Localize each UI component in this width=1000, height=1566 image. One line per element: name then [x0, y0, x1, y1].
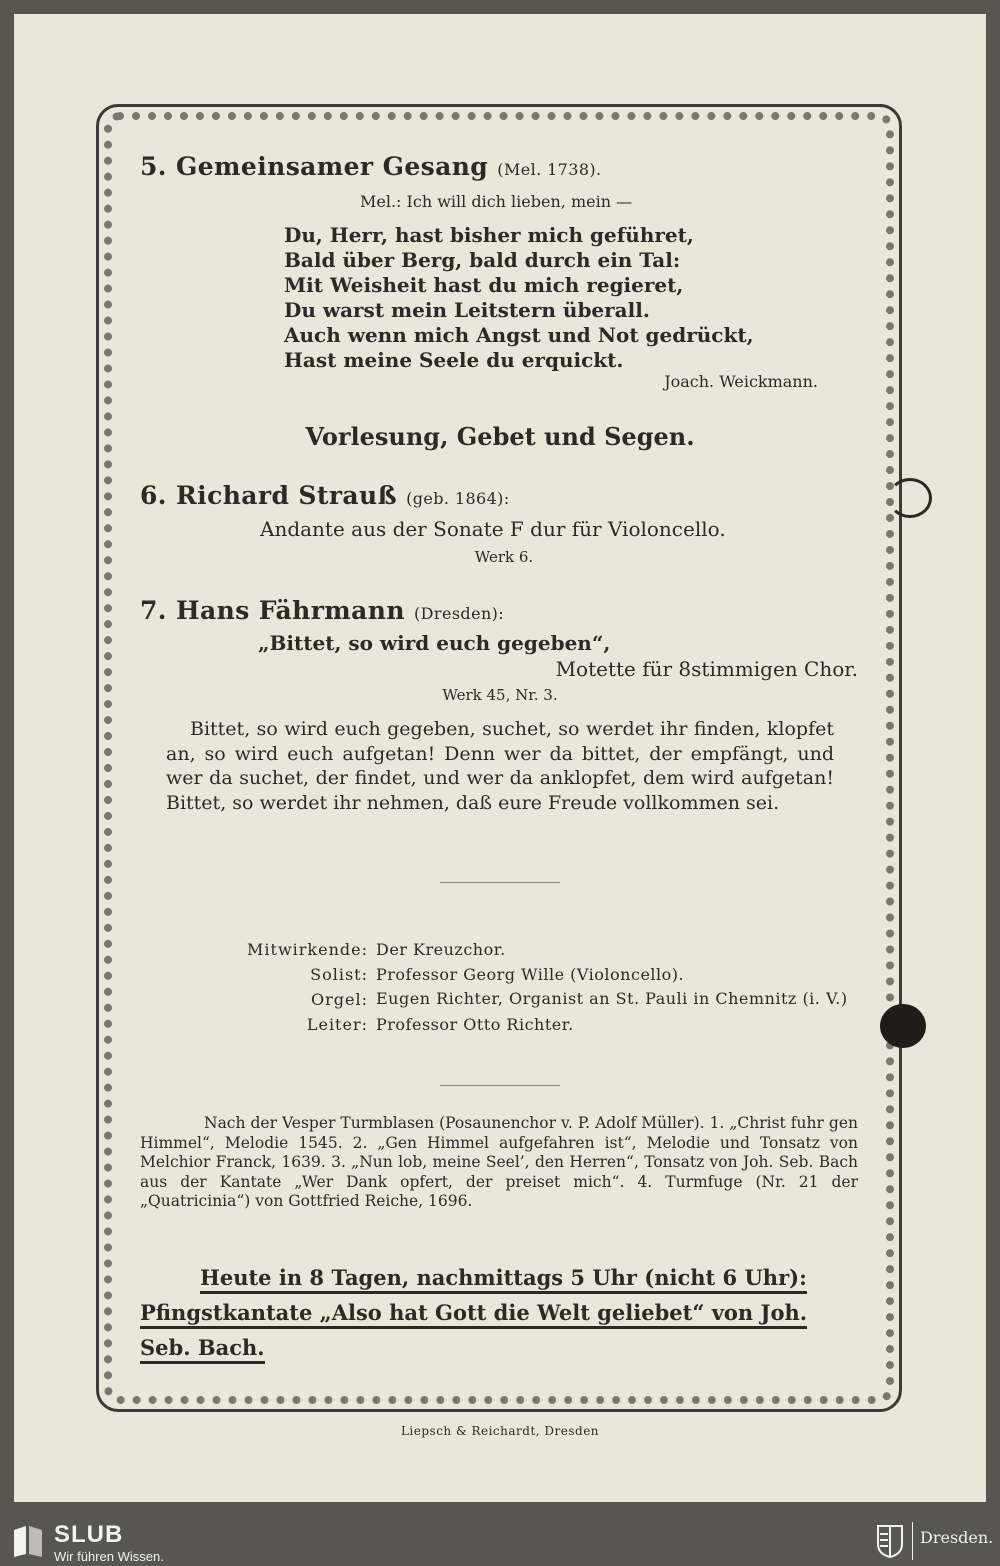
- footer-tagline: Wir führen Wissen.: [54, 1549, 164, 1564]
- performer-row: [228, 1015, 868, 1034]
- item7-text: Bittet, so wird euch gegeben, suchet, so werdet ihr finden, klopfet an, so wird euch aufgetan! Denn wer da bittet, der empfängt, und wer da suchet, der findet, und wer da anklopfet, dem wird aufgetan! Bittet, so werdet ihr nehmen, daß eure Freude vollkommen sei.: [166, 718, 834, 814]
- footer-brand: SLUB: [54, 1521, 124, 1548]
- book-icon: [12, 1524, 44, 1558]
- performer-label: Mitwirkende:: [247, 940, 368, 959]
- verse-line: Du, Herr, hast bisher mich geführet,: [284, 223, 694, 247]
- announcement-line: Heute in 8 Tagen, nachmittags 5 Uhr (nicht 6 Uhr):: [140, 1260, 858, 1295]
- separator: [440, 882, 560, 883]
- performer-row: [228, 965, 868, 984]
- item5-melody: Mel.: Ich will dich lieben, mein —: [360, 192, 633, 211]
- item6-title: 6. Richard Strauß: [140, 481, 397, 510]
- hymn-verses: [284, 223, 804, 373]
- item7-title: 7. Hans Fährmann: [140, 596, 405, 625]
- performer-row: [228, 990, 868, 1009]
- verse-line: Bald über Berg, bald durch ein Tal:: [284, 248, 681, 272]
- postlude-text: Nach der Vesper Turmblasen (Posaunenchor v. P. Adolf Müller). 1. „Christ fuhr gen Himmel“, Melodie 1545. 2. „Gen Himmel aufgefahren ist“, Melodie und Tonsatz von Melchior Franck, 1639. 3. „Nun lob, meine Seel’, den Herren“, Tonsatz von Joh. Seb. Bach aus der Kantate „Wer Dank opfert, der preiset mich“. 4. Turmfuge (Nr. 21 der „Quatricinia“) von Gottfried Reiche, 1696.: [140, 1114, 858, 1210]
- footer-divider: [912, 1522, 913, 1560]
- item5-note: (Mel. 1738).: [497, 160, 602, 179]
- item7-opus: Werk 45, Nr. 3.: [442, 686, 558, 704]
- performer-value: Eugen Richter, Organist an St. Pauli in Chemnitz (i. V.): [376, 989, 848, 1008]
- announcement: [140, 1260, 858, 1365]
- item5-heading: [140, 152, 602, 181]
- item6-heading: [140, 481, 510, 510]
- coat-of-arms-icon: [876, 1524, 904, 1558]
- announcement-line: Seb. Bach.: [140, 1330, 858, 1365]
- item6-piece: Andante aus der Sonate F dur für Violoncello.: [260, 517, 726, 541]
- verse-line: Auch wenn mich Angst und Not gedrückt,: [284, 323, 754, 347]
- item7-work-title: „Bittet, so wird euch gegeben“,: [258, 631, 611, 655]
- verse-line: Mit Weisheit hast du mich regieret,: [284, 273, 684, 297]
- announcement-line: Pfingstkantate „Also hat Gott die Welt geliebet“ von Joh.: [140, 1295, 858, 1330]
- performer-value: Professor Georg Wille (Violoncello).: [376, 965, 685, 984]
- library-footer: [0, 1516, 1000, 1566]
- performer-value: Der Kreuzchor.: [376, 940, 506, 959]
- performers-list: [228, 940, 868, 1034]
- verse-line: Hast meine Seele du erquickt.: [284, 348, 624, 372]
- punch-hole: [880, 1004, 926, 1048]
- verse-line: Du warst mein Leitstern überall.: [284, 298, 650, 322]
- item6-note: (geb. 1864):: [406, 489, 510, 508]
- performer-row: [228, 940, 868, 959]
- performer-value: Professor Otto Richter.: [376, 1015, 574, 1034]
- item7-note: (Dresden):: [414, 604, 505, 623]
- item6-opus: Werk 6.: [474, 548, 534, 566]
- performer-label: Solist:: [310, 965, 368, 984]
- performer-label: Leiter:: [306, 1015, 368, 1034]
- performer-label: Orgel:: [311, 990, 368, 1009]
- item7-subtitle: Motette für 8stimmigen Chor.: [555, 657, 858, 681]
- punch-hole-mark: [888, 478, 932, 518]
- footer-city: Dresden.: [920, 1528, 994, 1547]
- printer-imprint: Liepsch & Reichardt, Dresden: [400, 1424, 600, 1438]
- item5-title: 5. Gemeinsamer Gesang: [140, 152, 489, 181]
- separator: [440, 1085, 560, 1086]
- interlude-heading: Vorlesung, Gebet und Segen.: [305, 422, 695, 451]
- hymn-author: Joach. Weickmann.: [664, 372, 818, 391]
- item7-heading: [140, 596, 504, 625]
